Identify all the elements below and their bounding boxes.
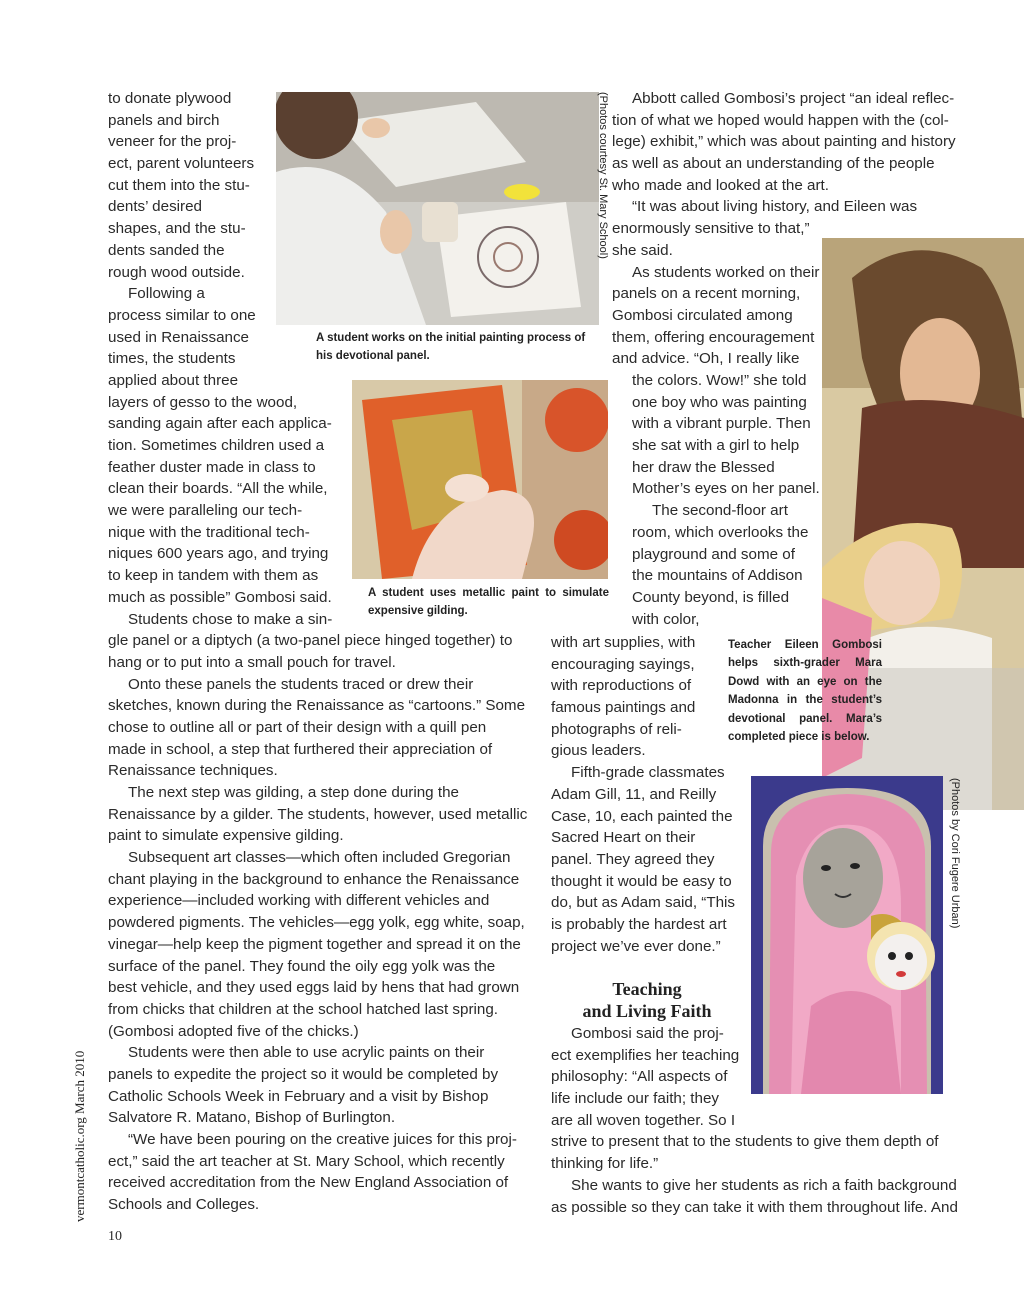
text-line: Students were then able to use acrylic paints on their bbox=[128, 1044, 485, 1062]
photo-credit-urban: (Photos by Cori Fugere Urban) bbox=[949, 778, 961, 929]
text-line: nique with the traditional tech- bbox=[108, 523, 310, 541]
caption-line: completed piece is below. bbox=[728, 731, 870, 744]
text-line: much as possible” Gombosi said. bbox=[108, 588, 332, 606]
text-line: chose to outline all or part of their design with a quill pen bbox=[108, 718, 487, 736]
text-line: are all woven together. So I bbox=[551, 1111, 736, 1129]
gilding-illustration bbox=[352, 380, 608, 579]
text-line: dents’ desired bbox=[108, 198, 202, 216]
text-line: her draw the Blessed bbox=[632, 458, 775, 476]
heading-line-2: and Living Faith bbox=[582, 1001, 712, 1021]
text-line: Students chose to make a sin- bbox=[128, 610, 333, 628]
right-column-indent bbox=[632, 370, 820, 630]
text-line: feather duster made in class to bbox=[108, 458, 316, 476]
text-line: made in school, a step that furthered their appreciation of bbox=[108, 740, 493, 758]
caption-line: A student uses metallic paint to simulate bbox=[368, 587, 609, 599]
text-line: she said. bbox=[612, 241, 673, 259]
text-line: “It was about living history, and Eileen was bbox=[632, 198, 918, 216]
text-line: ect exemplifies her teaching bbox=[551, 1046, 740, 1064]
text-line: experience—included working with different vehicles and bbox=[108, 892, 490, 910]
text-line: with color, bbox=[632, 610, 700, 628]
text-line: with reproductions of bbox=[551, 677, 692, 695]
text-line: shapes, and the stu- bbox=[108, 220, 246, 238]
caption-line: A student works on the initial painting process of bbox=[316, 332, 586, 344]
text-line: Gombosi circulated among bbox=[612, 306, 793, 324]
caption-line: Madonna in the student’s bbox=[728, 694, 882, 707]
text-line: photographs of reli- bbox=[551, 720, 682, 738]
text-line: enormously sensitive to that,” bbox=[612, 220, 810, 238]
metallic-paint-photo bbox=[352, 380, 608, 579]
text-line: panels on a recent morning, bbox=[612, 285, 801, 303]
text-line: layers of gesso to the wood, bbox=[108, 393, 298, 411]
text-line: encouraging sayings, bbox=[551, 655, 695, 673]
text-line: from chicks that children at the school hatched last spring. bbox=[108, 1000, 499, 1018]
text-line: Catholic Schools Week in February and a visit by Bishop bbox=[108, 1087, 489, 1105]
text-line: with a vibrant purple. Then bbox=[632, 415, 811, 433]
text-line: Renaissance by a gilder. The students, however, used metallic bbox=[108, 805, 528, 823]
caption-line: expensive gilding. bbox=[368, 605, 468, 618]
text-line: As students worked on their bbox=[632, 263, 820, 281]
text-line: Subsequent art classes—which often included Gregorian bbox=[128, 849, 511, 867]
text-line: one boy who was painting bbox=[632, 393, 807, 411]
text-line: The next step was gilding, a step done during the bbox=[128, 784, 459, 801]
text-line: ect, parent volunteers bbox=[108, 155, 255, 173]
text-line: who made and looked at the art. bbox=[612, 176, 829, 194]
text-line: Renaissance techniques. bbox=[108, 762, 278, 780]
text-line: she sat with a girl to help bbox=[632, 437, 800, 455]
text-line: to keep in tandem with them as bbox=[108, 567, 319, 585]
text-line: and advice. “Oh, I really like bbox=[612, 350, 800, 368]
text-line: philosophy: “All aspects of bbox=[551, 1068, 728, 1086]
text-line: Mother’s eyes on her panel. bbox=[632, 480, 820, 498]
text-line: tion of what we hoped would happen with the (col- bbox=[612, 111, 949, 129]
text-line: Fifth-grade classmates bbox=[571, 764, 725, 782]
caption-photo2 bbox=[368, 584, 609, 621]
text-line: clean their boards. “All the while, bbox=[108, 480, 328, 498]
text-line: sketches, known during the Renaissance as “cartoons.” Some bbox=[108, 697, 526, 715]
text-line: life include our faith; they bbox=[551, 1090, 720, 1108]
text-line: Gombosi said the proj- bbox=[571, 1025, 724, 1042]
text-line: playground and some of bbox=[632, 545, 795, 563]
bottom-right-column bbox=[551, 1023, 958, 1218]
text-line: as well as about an understanding of the people bbox=[612, 155, 935, 173]
side-footer: vermontcatholic.org March 2010 bbox=[72, 1050, 87, 1222]
text-line: is probably the hardest art bbox=[551, 915, 727, 933]
text-line: with art supplies, with bbox=[551, 634, 696, 651]
text-line: the mountains of Addison bbox=[632, 567, 803, 585]
text-line: thinking for life.” bbox=[551, 1155, 659, 1173]
text-line: Following a bbox=[128, 285, 205, 303]
text-line: She wants to give her students as rich a faith background bbox=[571, 1176, 957, 1194]
text-line: we were paralleling our tech- bbox=[108, 502, 303, 520]
page-number: 10 bbox=[108, 1229, 122, 1244]
text-line: strive to present that to the students to give them depth of bbox=[551, 1133, 939, 1151]
text-line: them, offering encouragement bbox=[612, 328, 815, 346]
text-line: sanding again after each applica- bbox=[108, 415, 332, 433]
text-line: Abbott called Gombosi’s project “an ideal reflec- bbox=[632, 90, 955, 107]
text-line: cut them into the stu- bbox=[108, 176, 250, 194]
text-line: the colors. Wow!” she told bbox=[632, 372, 807, 389]
text-line: to donate plywood bbox=[108, 90, 232, 107]
text-line: (Gombosi adopted five of the chicks.) bbox=[108, 1022, 359, 1040]
text-line: rough wood outside. bbox=[108, 263, 245, 281]
text-line: ect,” said the art teacher at St. Mary School, which recently bbox=[108, 1152, 505, 1170]
text-line: thought it would be easy to bbox=[551, 872, 732, 890]
text-line: process similar to one bbox=[108, 306, 256, 324]
caption-line: helps sixth-grader Mara bbox=[728, 657, 882, 670]
text-line: project we’ve ever done.” bbox=[551, 937, 721, 955]
middle-column bbox=[551, 632, 735, 957]
text-line: times, the students bbox=[108, 350, 236, 368]
heading-line-1: Teaching bbox=[612, 979, 682, 999]
caption-line: his devotional panel. bbox=[316, 350, 430, 363]
text-line: room, which overlooks the bbox=[632, 523, 809, 541]
text-line: “We have been pouring on the creative juices for this proj- bbox=[128, 1131, 517, 1148]
text-line: niques 600 years ago, and trying bbox=[108, 545, 329, 563]
section-heading bbox=[552, 978, 742, 1022]
caption-line: devotional panel. Mara’s bbox=[728, 712, 882, 725]
text-line: best vehicle, and they used eggs laid by hens that had grown bbox=[108, 979, 520, 997]
text-line: panels to expedite the project so it would be completed by bbox=[108, 1065, 499, 1083]
text-line: Sacred Heart on their bbox=[551, 829, 696, 847]
text-line: used in Renaissance bbox=[108, 328, 249, 346]
text-line: famous paintings and bbox=[551, 699, 696, 717]
text-line: hang or to put into a small pouch for travel. bbox=[108, 653, 396, 671]
text-line: vinegar—help keep the pigment together and spread it on the bbox=[108, 935, 521, 953]
caption-photo1 bbox=[316, 329, 585, 366]
text-line: gle panel or a diptych (a two-panel piece hinged together) to bbox=[108, 632, 513, 650]
text-line: do, but as Adam said, “This bbox=[551, 894, 736, 912]
student-painting-illustration bbox=[276, 92, 599, 325]
text-line: as possible so they can take it with them throughout life. And bbox=[551, 1198, 958, 1216]
text-line: gious leaders. bbox=[551, 742, 646, 760]
text-line: paint to simulate expensive gilding. bbox=[108, 827, 344, 845]
photo-credit-st-mary: (Photos courtesy St. Mary School) bbox=[597, 92, 609, 259]
text-line: chant playing in the background to enhance the Renaissance bbox=[108, 870, 520, 888]
text-line: Schools and Colleges. bbox=[108, 1196, 260, 1214]
caption-line: Teacher Eileen Gombosi bbox=[728, 639, 882, 651]
text-line: powdered pigments. The vehicles—egg yolk, egg white, soap, bbox=[108, 914, 525, 932]
text-line: panel. They agreed they bbox=[551, 850, 715, 868]
text-line: Salvatore R. Matano, Bishop of Burlington. bbox=[108, 1109, 396, 1127]
text-line: Adam Gill, 11, and Reilly bbox=[551, 785, 717, 803]
student-painting-photo bbox=[276, 92, 599, 325]
text-line: panels and birch bbox=[108, 111, 220, 129]
caption-photo3 bbox=[728, 636, 882, 746]
text-line: dents sanded the bbox=[108, 241, 225, 259]
text-line: Case, 10, each painted the bbox=[551, 807, 733, 825]
text-line: Onto these panels the students traced or drew their bbox=[128, 675, 474, 693]
text-line: tion. Sometimes children used a bbox=[108, 437, 325, 454]
text-line: lege) exhibit,” which was about painting and history bbox=[612, 133, 956, 151]
text-line: County beyond, is filled bbox=[632, 588, 790, 606]
text-line: surface of the panel. They found the oily egg yolk was the bbox=[108, 957, 496, 975]
text-line: veneer for the proj- bbox=[108, 133, 237, 151]
text-line: applied about three bbox=[108, 371, 239, 389]
text-line: received accreditation from the New England Association of bbox=[108, 1174, 509, 1192]
caption-line: Dowd with an eye on the bbox=[728, 675, 882, 688]
text-line: The second-floor art bbox=[652, 502, 788, 520]
